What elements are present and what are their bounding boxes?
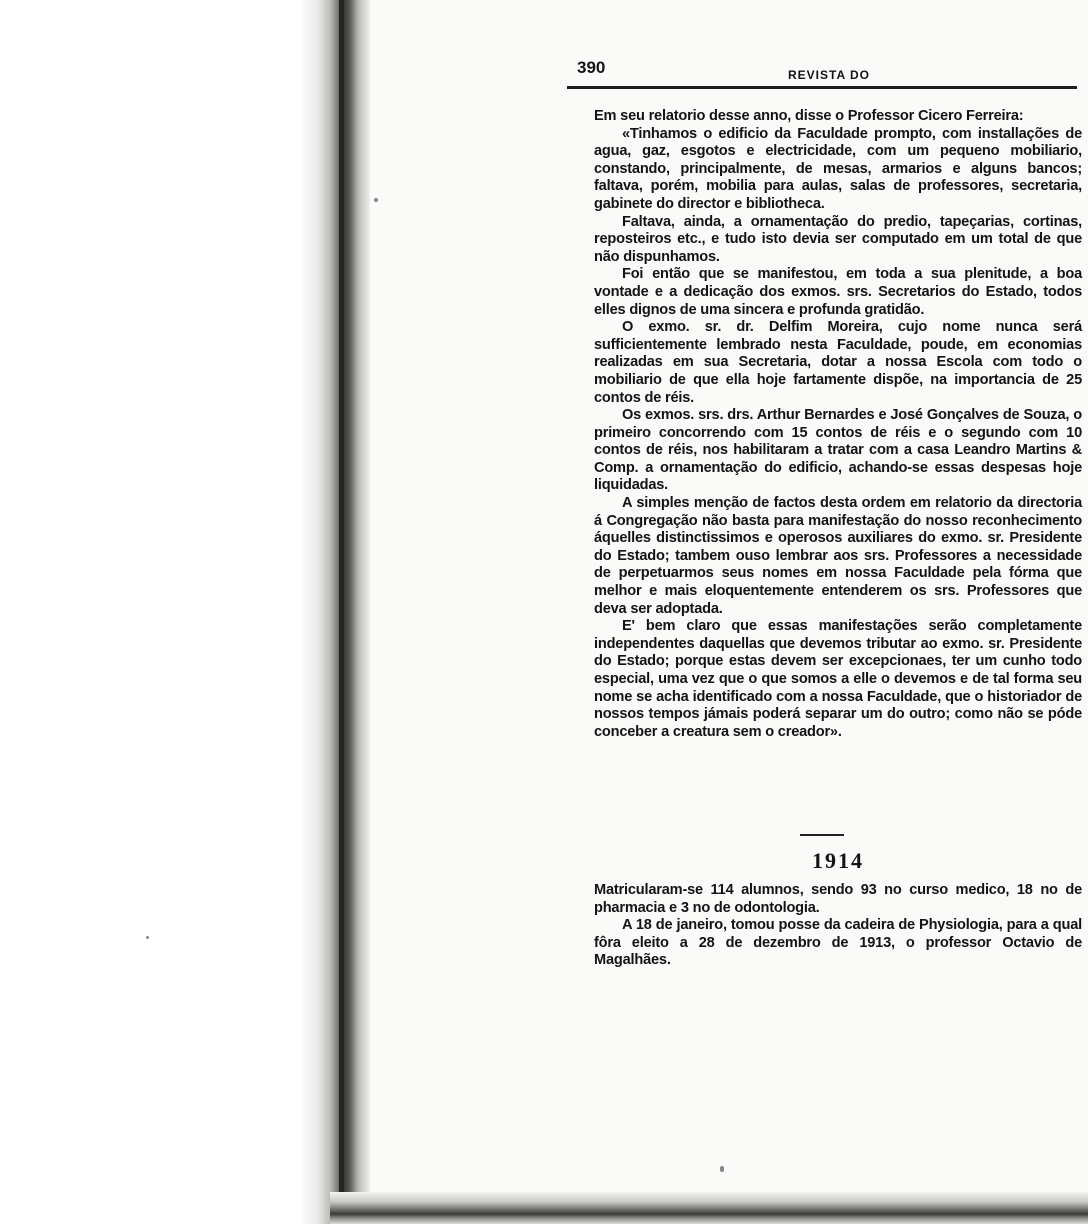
- header-rule: [567, 86, 1077, 89]
- paragraph: A 18 de janeiro, tomou posse da cadeira de Physiologia, para a qual fôra eleito a 28 de dezembro de 1913, o professor Octavio de Magalhães.: [594, 917, 1082, 969]
- running-title: REVISTA DO: [788, 68, 871, 82]
- paragraph: E' bem claro que essas manifestações serão completamente independentes daquellas que devemos tributar ao exmo. sr. Presidente do Estado; porque estas devem ser excepcionaes, ter um cunho todo especial, uma vez que o que somos a elle o devemos e de tal forma seu nome se acha identificado com a nossa Faculdade, que o historiador de nossos tempos jámais poderá separar um do outro; como não se póde conceber a creatura sem o creador».: [594, 618, 1082, 740]
- body-text: [594, 108, 1082, 741]
- paragraph: «Tinhamos o edificio da Faculdade prompto, com installações de agua, gaz, esgotos e electricidade, com um pequeno mobiliario, constando, principalmente, de mesas, armarios e alguns bancos; faltava, porém, mobilia para aulas, salas de professores, secretaria, gabinete do director e bibliotheca.: [594, 125, 1082, 212]
- section-heading-1914: 1914: [812, 848, 864, 873]
- paper-speck: [374, 198, 378, 202]
- paragraph: Faltava, ainda, a ornamentação do predio, tapeçarias, cortinas, reposteiros etc., e tudo isto devia ser computado em um total de que não dispunhamos.: [594, 213, 1082, 265]
- paragraph: Os exmos. srs. drs. Arthur Bernardes e José Gonçalves de Souza, o primeiro concorrendo com 15 contos de réis e o segundo com 10 contos de réis, nos habilitaram a tratar com a casa Leandro Martins & Comp. a ornamentação do edificio, achando-se essas despesas hoje liquidadas.: [594, 407, 1082, 494]
- paragraph: Foi então que se manifestou, em toda a sua plenitude, a boa vontade e a dedicação dos exmos. srs. Secretarios do Estado, todos elles dignos de uma sincera e profunda gratidão.: [594, 266, 1082, 318]
- page-bottom-edge: [330, 1192, 1088, 1224]
- paragraph: Matricularam-se 114 alumnos, sendo 93 no curso medico, 18 no de pharmacia e 3 no de odontologia.: [594, 882, 1082, 916]
- book-spine-shadow: [339, 0, 344, 1224]
- paper-speck: [146, 936, 149, 939]
- paragraph: O exmo. sr. dr. Delfim Moreira, cujo nome nunca será sufficientemente lembrado nesta Faculdade, poude, em economias realizadas em sua Secretaria, dotar a nossa Escola com todo o mobiliario de que ella hoje fartamente dispõe, na importancia de 25 contos de réis.: [594, 319, 1082, 406]
- paragraph: Em seu relatorio desse anno, disse o Professor Cicero Ferreira:: [594, 108, 1024, 124]
- section-1914-text: [594, 882, 1082, 970]
- book-gutter: [0, 0, 370, 1224]
- page-number: 390: [577, 58, 606, 77]
- paper-speck: [720, 1166, 724, 1172]
- paragraph: A simples menção de factos desta ordem em relatorio da directoria á Congregação não basta para manifestação do nosso reconhecimento áquelles distinctissimos e operosos auxiliares do exmo. sr. Presidente do Estado; tambem ouso lembrar aos srs. Professores a necessidade de perpetuarmos seus nomes em nossa Faculdade pela fórma que melhor e mais eloquentemente entenderem os srs. Professores que deva ser adoptada.: [594, 495, 1082, 617]
- section-divider: [800, 834, 844, 836]
